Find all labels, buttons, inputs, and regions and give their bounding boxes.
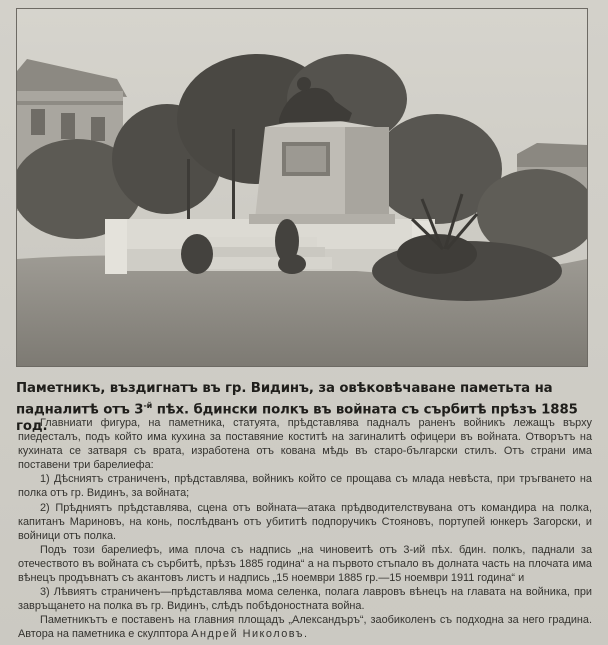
article-body <box>18 416 592 642</box>
paragraph-plaque-inscription: Подъ този барелиефъ, има плоча съ надпись „на чиновеитѣ отъ 3-ий пѣх. бдин. полкъ, паднали за отечеството въ войната съ сърбитѣ, прѣзъ 1885 година“ а на първото стъпало въ долната часть на плочата има вѣнецъ продъвнатъ съ акантовъ листъ и надпись „15 ноември 1885 гр.—15 ноември 1911 година“ и <box>18 543 592 585</box>
paragraph-left-relief: 3) Лѣвиятъ страниченъ—прѣдставлява мома селенка, полага лавровъ вѣнецъ на главата на войника, при завръщането на полка въ гр. Видинъ, слѣдъ побѣдоностната война. <box>18 586 592 613</box>
caption-title: Паметникъ, въздигнатъ въ гр. Видинъ, за овѣковѣчаване паметьта на падналитѣ отъ $3^{-й}$ пѣх. бдински полкъ въ войната съ сърбитѣ прѣзъ 1885 год. <box>16 381 578 435</box>
paragraph-location-sculptor: Паметникътъ е поставенъ на главния площадъ „Александъръ“, заобиколенъ съ подходна за него градина. Автора на паметника е скулптора Андрей Николовъ. <box>18 614 592 641</box>
sculptor-name: Андрей Николовъ. <box>191 628 309 641</box>
paragraph-front-relief: 2) Прѣдниятъ прѣдставлява, сцена отъ войната—атака прѣдводителствувана отъ командира на полка, капитанъ Мариновъ, на конь, послѣдванъ отъ убититѣ подпоручикъ Стояновъ, портупей юнкеръ Загорски, и войници отъ полка. <box>18 501 592 542</box>
paragraph-right-relief: 1) Дѣсниятъ страниченъ, прѣдставлява, войникъ който се прощава съ млада невѣста, при тръгването на полка отъ гр. Видинъ, за войната; <box>18 473 592 500</box>
monument-photo-illustration <box>17 9 587 366</box>
paragraph-main-figure: Главниати фигура, на паметника, статуята, прѣдставлява падналъ раненъ войникъ лежащъ върху пиедесталъ, подъ който има кухина за поставяние коститѣ на загиналитѣ офицери въ войната. Отворътъ на кухината се затваря съ врата, изработена отъ кована мѣдь въ старо-български стилъ. Отъ страни има поставени три барелиефа: <box>18 417 592 472</box>
monument-pedestal <box>249 117 395 224</box>
monument-photograph <box>16 8 588 367</box>
